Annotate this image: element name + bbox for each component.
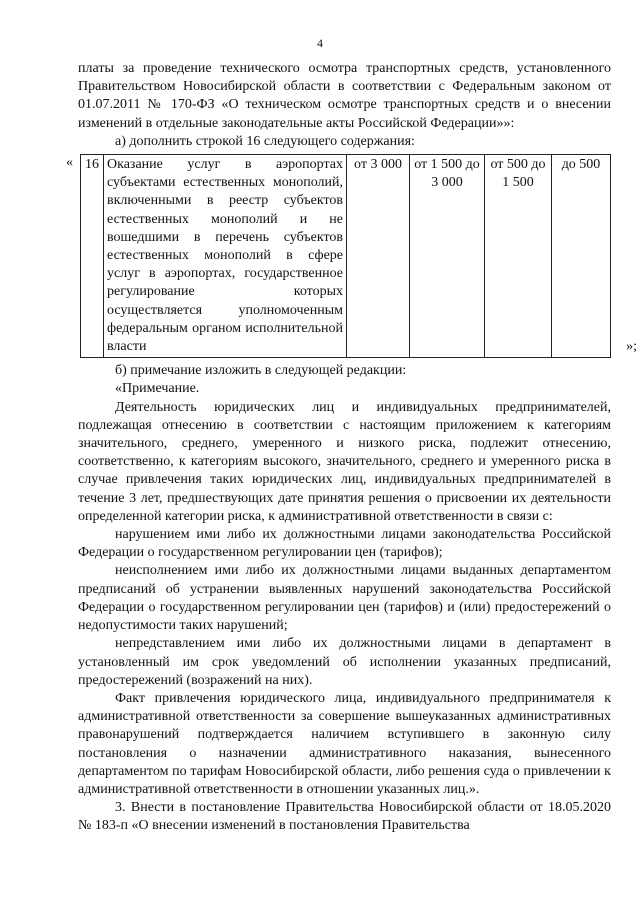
- note-paragraph-2: Факт привлечения юридического лица, индивидуального предпринимателя к административной ответственности за совершение вышеуказанных административных правонарушений подтверждается наличием вступившего в законную силу постановления о назначении административного наказания, вынесенного департаментом по тарифам Новосибирской области, либо решения суда о привлечении к административной ответственности в отношении указанных лиц.».: [78, 690, 611, 797]
- row-number: 16: [81, 155, 104, 358]
- value-cell-1: от 3 000: [347, 155, 410, 358]
- value-cell-4: до 500: [552, 155, 611, 358]
- note-item-3: непредставлением ими либо их должностными лицами в департамент в установленный им срок уведомлений об исполнении указанных предписаний, предостережений (возражений на них).: [78, 636, 611, 688]
- note-paragraph-1: Деятельность юридических лиц и индивидуальных предпринимателей, подлежащая отнесению в соответствии с настоящим приложением к категориям значительного, среднего, умеренного и низкого риска, подлежит отнесению, соответственно, к категориям высокого, значительного, среднего и умеренного риска в случае привлечения таких юридических лиц, индивидуальных предпринимателей в течение 3 лет, предшествующих дате принятия решения о присвоении их деятельности определенной категории риска, к административной ответственности в связи с:: [78, 399, 611, 524]
- note-title: «Примечание.: [115, 381, 200, 397]
- page-number: 4: [317, 36, 323, 50]
- tariff-table: [80, 154, 611, 358]
- value-cell-3: от 500 до 1 500: [485, 155, 552, 358]
- document-body: [66, 60, 637, 836]
- open-quote: «: [66, 155, 73, 171]
- table-row: [81, 155, 611, 358]
- item-b: б) примечание изложить в следующей редакции:: [115, 363, 407, 379]
- intro-paragraph: платы за проведение технического осмотра транспортных средств, установленного Правительством Новосибирской области в соответствии с Федеральным законом от 01.07.2011 № 170-ФЗ «О техническом осмотре транспортных средств и о внесении изменений в отдельные законодательные акты Российской Федерации»»:: [78, 61, 611, 131]
- row-description: Оказание услуг в аэропортах субъектами естественных монополий, включенными в реестр субъектов естественных монополий и не вошедшими в перечень субъектов естественных монополий в сфере услуг в аэропортах, государственное регулирование которых осуществляется уполномоченным федеральным органом исполнительной власти: [104, 155, 347, 358]
- close-quote: »;: [626, 339, 637, 355]
- note-item-2: неисполнением ими либо их должностными лицами выданных департаментом предписаний об устранении выявленных нарушений законодательства Российской Федерации о государственном регулировании цен (тарифов) и (или) предостережений о недопустимости таких нарушений;: [78, 563, 611, 634]
- inserted-row-block: [66, 154, 637, 358]
- note-item-1: нарушением ими либо их должностными лицами законодательства Российской Федерации о государственном регулировании цен (тарифов);: [78, 527, 611, 561]
- item-a: а) дополнить строкой 16 следующего содержания:: [115, 133, 415, 149]
- value-cell-2: от 1 500 до 3 000: [410, 155, 485, 358]
- section-3-paragraph: 3. Внести в постановление Правительства Новосибирской области от 18.05.2020 № 183-п «О внесении изменений в постановления Правительства: [78, 800, 611, 834]
